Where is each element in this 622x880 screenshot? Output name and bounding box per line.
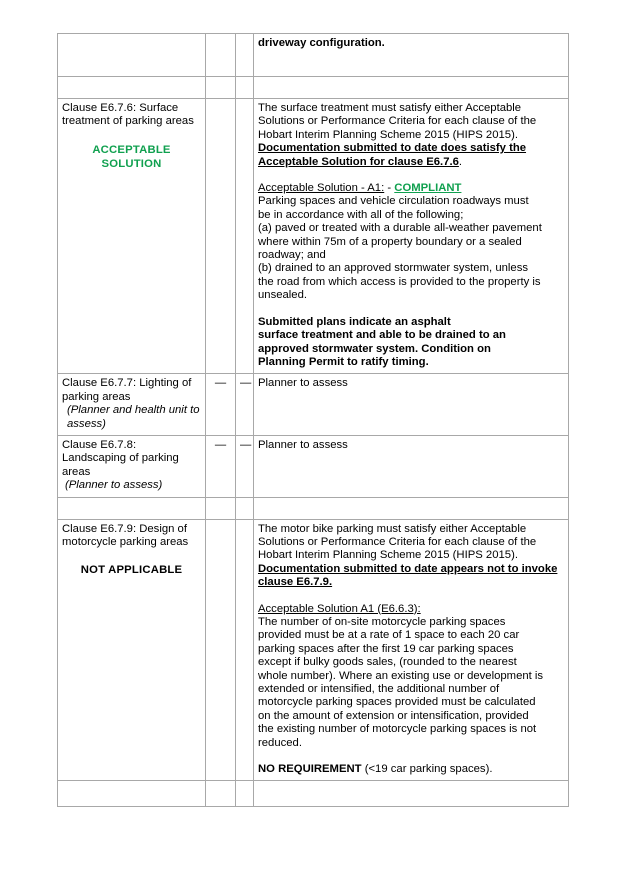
assessment-intro: The surface treatment must satisfy either Acceptable Solutions or Performance Criteria for each clause of the Hobart Interim Planning Scheme 2015 (HIPS 2015).	[258, 102, 537, 141]
body-line: The number of on-site motorcycle parking spaces	[258, 616, 506, 628]
table-row	[58, 34, 569, 77]
clause-title: Clause E6.7.6: Surface treatment of parking areas	[62, 102, 194, 128]
body-line: motorcycle parking spaces provided must be calculated	[258, 696, 536, 709]
status-badge-no-requirement: NO REQUIREMENT	[258, 763, 362, 776]
solution-separator: -	[384, 182, 395, 195]
assessment-conclusion	[258, 316, 564, 370]
acceptable-solution-mark-cell	[206, 497, 236, 519]
body-line: provided must be at a rate of 1 space to each 20 car	[258, 629, 520, 642]
assessment-cell-e677: Planner to assess	[254, 374, 569, 436]
assessment-finding-text: Documentation submitted to date does satisfy the Acceptable Solution for clause E6.7.6	[258, 142, 527, 168]
clause-cell	[58, 34, 206, 77]
assessment-conclusion	[258, 763, 564, 776]
body-line: except if bulky goods sales, (rounded to the nearest	[258, 656, 517, 669]
assessment-intro: The motor bike parking must satisfy either Acceptable Solutions or Performance Criteria for each clause of the Hobart Interim Planning Scheme 2015 (HIPS 2015).	[258, 522, 537, 562]
clause-cell	[58, 497, 206, 519]
performance-criteria-mark-cell	[236, 497, 254, 519]
solution-label: Acceptable Solution - A1:	[258, 182, 385, 195]
clause-title: Clause E6.7.7: Lighting of parking areas	[62, 377, 192, 403]
assessment-cell	[254, 34, 569, 77]
body-line: roadway; and	[258, 249, 326, 262]
performance-criteria-mark-cell	[236, 519, 254, 781]
continuation-text: driveway configuration.	[258, 37, 385, 49]
body-line: where within 75m of a property boundary or a sealed	[258, 235, 522, 248]
solution-heading	[258, 182, 564, 195]
conclusion-line: surface treatment and able to be drained to an	[258, 329, 506, 342]
performance-criteria-mark-cell	[236, 781, 254, 807]
body-line: reduced.	[258, 736, 302, 749]
acceptable-solution-mark-cell	[206, 77, 236, 99]
table-row	[58, 435, 569, 497]
paragraph-gap	[258, 303, 564, 316]
clause-title: Clause E6.7.9: Design of motorcycle parking areas	[62, 522, 189, 548]
body-line: (b) drained to an approved stormwater system, unless	[258, 262, 528, 275]
acceptable-solution-mark-cell	[206, 99, 236, 374]
body-line: parking spaces after the first 19 car parking spaces	[258, 642, 514, 655]
conclusion-tail: (<19 car parking spaces).	[361, 763, 493, 776]
paragraph-gap	[258, 590, 564, 603]
solution-label: Acceptable Solution A1 (E6.6.3):	[258, 602, 421, 615]
assessment-finding	[258, 142, 564, 169]
performance-criteria-mark-cell: —	[236, 435, 254, 497]
body-line: (a) paved or treated with a durable all-weather pavement	[258, 222, 542, 235]
body-line: unsealed.	[258, 289, 307, 302]
solution-body-lines	[258, 195, 564, 302]
table-row	[58, 99, 569, 374]
body-line: whole number). Where an existing use or development is	[258, 669, 544, 682]
paragraph-gap	[258, 169, 564, 182]
clause-cell	[58, 781, 206, 807]
assessment-cell-e678: Planner to assess	[254, 435, 569, 497]
assessment-cell	[254, 497, 569, 519]
performance-criteria-mark-cell: —	[236, 374, 254, 436]
assessment-finding-text: Documentation submitted to date appears not to invoke clause E6.7.9.	[258, 562, 558, 589]
performance-criteria-mark-cell	[236, 77, 254, 99]
clause-cell-e676	[58, 99, 206, 374]
conclusion-line: Planning Permit to ratify timing.	[258, 355, 429, 368]
table-row-spacer	[58, 77, 569, 99]
body-line: on the amount of extension or intensification, provided	[258, 709, 529, 722]
status-badge-not-applicable: NOT APPLICABLE	[80, 564, 183, 577]
body-line: be in accordance with all of the following;	[258, 208, 464, 221]
assessment-cell	[254, 77, 569, 99]
conclusion-line: Submitted plans indicate an asphalt	[258, 315, 451, 328]
table-row	[58, 519, 569, 781]
acceptable-solution-mark-cell	[206, 519, 236, 781]
acceptable-solution-mark-cell: —	[206, 374, 236, 436]
assessment-finding-tail: .	[458, 155, 463, 168]
clause-cell	[58, 77, 206, 99]
planning-assessment-table	[57, 33, 569, 807]
table-row-spacer	[58, 497, 569, 519]
body-line: the existing number of motorcycle parking spaces is not	[258, 723, 537, 736]
performance-criteria-mark-cell	[236, 99, 254, 374]
clause-title: Clause E6.7.8: Landscaping of parking areas	[62, 438, 179, 478]
body-line: extended or intensified, the additional number of	[258, 683, 500, 696]
status-badge-compliant: COMPLIANT	[394, 182, 462, 195]
solution-body-lines	[258, 616, 564, 750]
assessment-cell	[254, 781, 569, 807]
conclusion-line: approved stormwater system. Condition on	[258, 342, 491, 355]
clause-note: (Planner and health unit to assess)	[67, 404, 200, 430]
clause-note: (Planner to assess)	[65, 479, 163, 492]
assessment-cell-e679	[254, 519, 569, 781]
clause-cell-e679	[58, 519, 206, 781]
table-row-spacer	[58, 781, 569, 807]
table-row	[58, 374, 569, 436]
clause-cell-e678	[58, 435, 206, 497]
acceptable-solution-mark-cell: —	[206, 435, 236, 497]
clause-cell-e677	[58, 374, 206, 436]
body-line: Parking spaces and vehicle circulation roadways must	[258, 195, 529, 208]
acceptable-solution-mark-cell	[206, 34, 236, 77]
status-badge-acceptable-solution: ACCEPTABLE SOLUTION	[92, 143, 171, 171]
body-line: the road from which access is provided to the property is	[258, 275, 541, 288]
performance-criteria-mark-cell	[236, 34, 254, 77]
acceptable-solution-mark-cell	[206, 781, 236, 807]
paragraph-gap	[258, 750, 564, 763]
assessment-cell-e676	[254, 99, 569, 374]
